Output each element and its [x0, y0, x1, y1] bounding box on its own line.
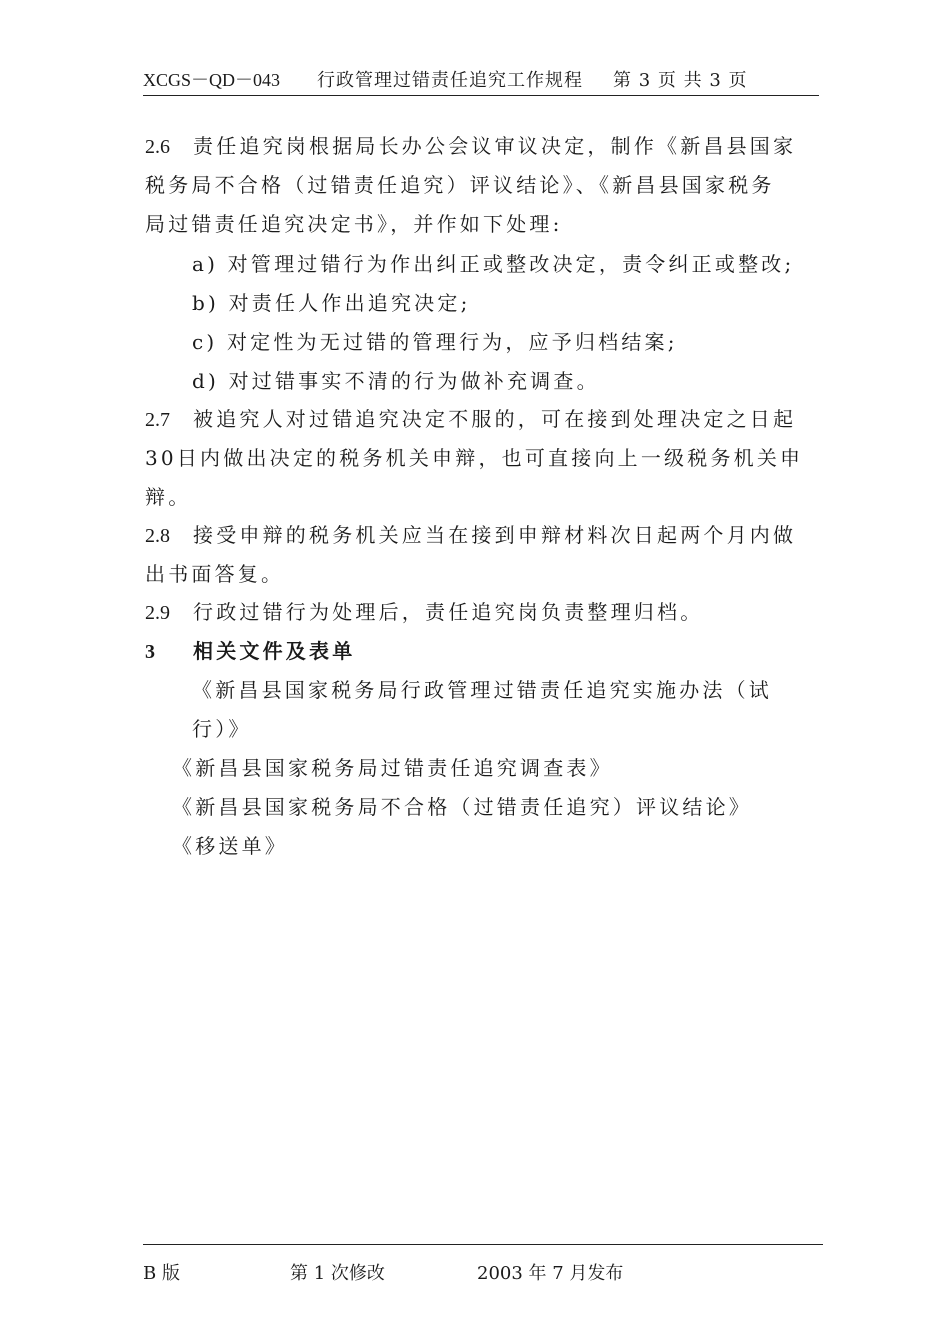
related-document: 《新昌县国家税务局不合格（过错责任追究）评议结论》 — [172, 795, 752, 819]
page-number: 第 3 页 共 3 页 — [613, 70, 748, 91]
list-item: b) 对责任人作出追究决定; — [192, 291, 471, 315]
clause-text: 被追究人对过错追究决定不服的，可在接到处理决定之日起 — [193, 407, 797, 431]
page-header — [143, 64, 819, 96]
paragraph-line — [145, 406, 796, 433]
list-item: a) 对管理过错行为作出纠正或整改决定，责令纠正或整改; — [192, 252, 795, 276]
paragraph-line: 出书面答复。 — [145, 562, 285, 586]
related-document-continued: 行）》 — [192, 717, 252, 741]
paragraph-line — [145, 599, 703, 626]
section-title: 相关文件及表单 — [193, 639, 356, 663]
clause-text: 行政过错行为处理后，责任追究岗负责整理归档。 — [193, 600, 704, 624]
clause-text: 接受申辩的税务机关应当在接到申辩材料次日起两个月内做 — [193, 523, 797, 547]
section-heading — [145, 638, 355, 665]
clause-text: 责任追究岗根据局长办公会议审议决定，制作《新昌县国家 — [193, 134, 797, 158]
version-label: B 版 — [143, 1263, 180, 1284]
paragraph-line — [145, 133, 796, 160]
list-item: d) 对过错事实不清的行为做补充调查。 — [192, 369, 600, 393]
related-document: 《移送单》 — [172, 834, 288, 858]
document-code: XCGS－QD－043 — [143, 70, 281, 90]
paragraph-line: 30日内做出决定的税务机关申辩，也可直接向上一级税务机关申 — [145, 446, 804, 470]
paragraph-line — [145, 522, 796, 549]
clause-number: 2.7 — [145, 409, 170, 431]
list-item: c) 对定性为无过错的管理行为，应予归档结案; — [192, 330, 678, 354]
page-footer — [143, 1244, 823, 1285]
section-number: 3 — [145, 641, 155, 663]
revision-label: 第 1 次修改 — [290, 1263, 385, 1284]
related-document: 《新昌县国家税务局行政管理过错责任追究实施办法（试 — [192, 678, 772, 702]
release-date: 2003 年 7 月发布 — [477, 1263, 624, 1284]
paragraph-line: 局过错责任追究决定书》，并作如下处理: — [145, 212, 563, 236]
related-document: 《新昌县国家税务局过错责任追究调查表》 — [172, 756, 613, 780]
paragraph-line: 辩。 — [145, 485, 192, 509]
clause-number: 2.6 — [145, 136, 170, 158]
clause-number: 2.8 — [145, 525, 170, 547]
paragraph-line: 税务局不合格（过错责任追究）评议结论》、《新昌县国家税务 — [145, 173, 775, 197]
clause-number: 2.9 — [145, 602, 170, 624]
document-title: 行政管理过错责任追究工作规程 — [317, 70, 583, 91]
